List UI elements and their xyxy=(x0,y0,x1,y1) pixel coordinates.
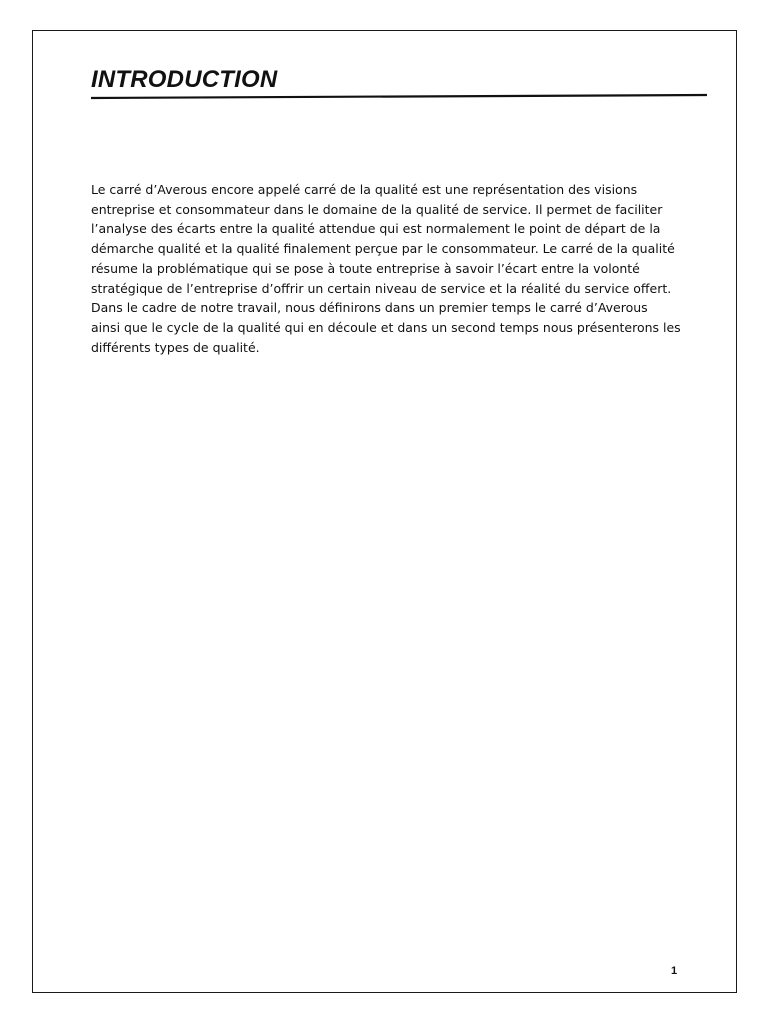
section-heading: INTRODUCTION xyxy=(91,66,278,93)
paragraph-line: différents types de qualité. xyxy=(91,339,260,355)
paragraph-line: démarche qualité et la qualité finalement perçue par le consommateur. Le carré de la qualité xyxy=(91,241,675,257)
page-number: 1 xyxy=(670,965,678,977)
paragraph-line: Dans le cadre de notre travail, nous définirons dans un premier temps le carré d’Averous xyxy=(91,300,648,316)
paragraph-line: ainsi que le cycle de la qualité qui en découle et dans un second temps nous présenterons les xyxy=(91,319,681,335)
heading-underline xyxy=(91,94,707,99)
paragraph-line: l’analyse des écarts entre la qualité attendue qui est normalement le point de départ de la xyxy=(91,221,661,237)
introduction-paragraph xyxy=(91,180,687,357)
paragraph-line: stratégique de l’entreprise d’offrir un certain niveau de service et la réalité du service offert. xyxy=(91,280,672,296)
page-frame xyxy=(32,30,737,993)
paragraph-line: entreprise et consommateur dans le domaine de la qualité de service. Il permet de faciliter xyxy=(91,201,663,217)
paragraph-line: Le carré d’Averous encore appelé carré de la qualité est une représentation des visions xyxy=(91,182,638,197)
paragraph-line: résume la problématique qui se pose à toute entreprise à savoir l’écart entre la volonté xyxy=(91,260,640,276)
